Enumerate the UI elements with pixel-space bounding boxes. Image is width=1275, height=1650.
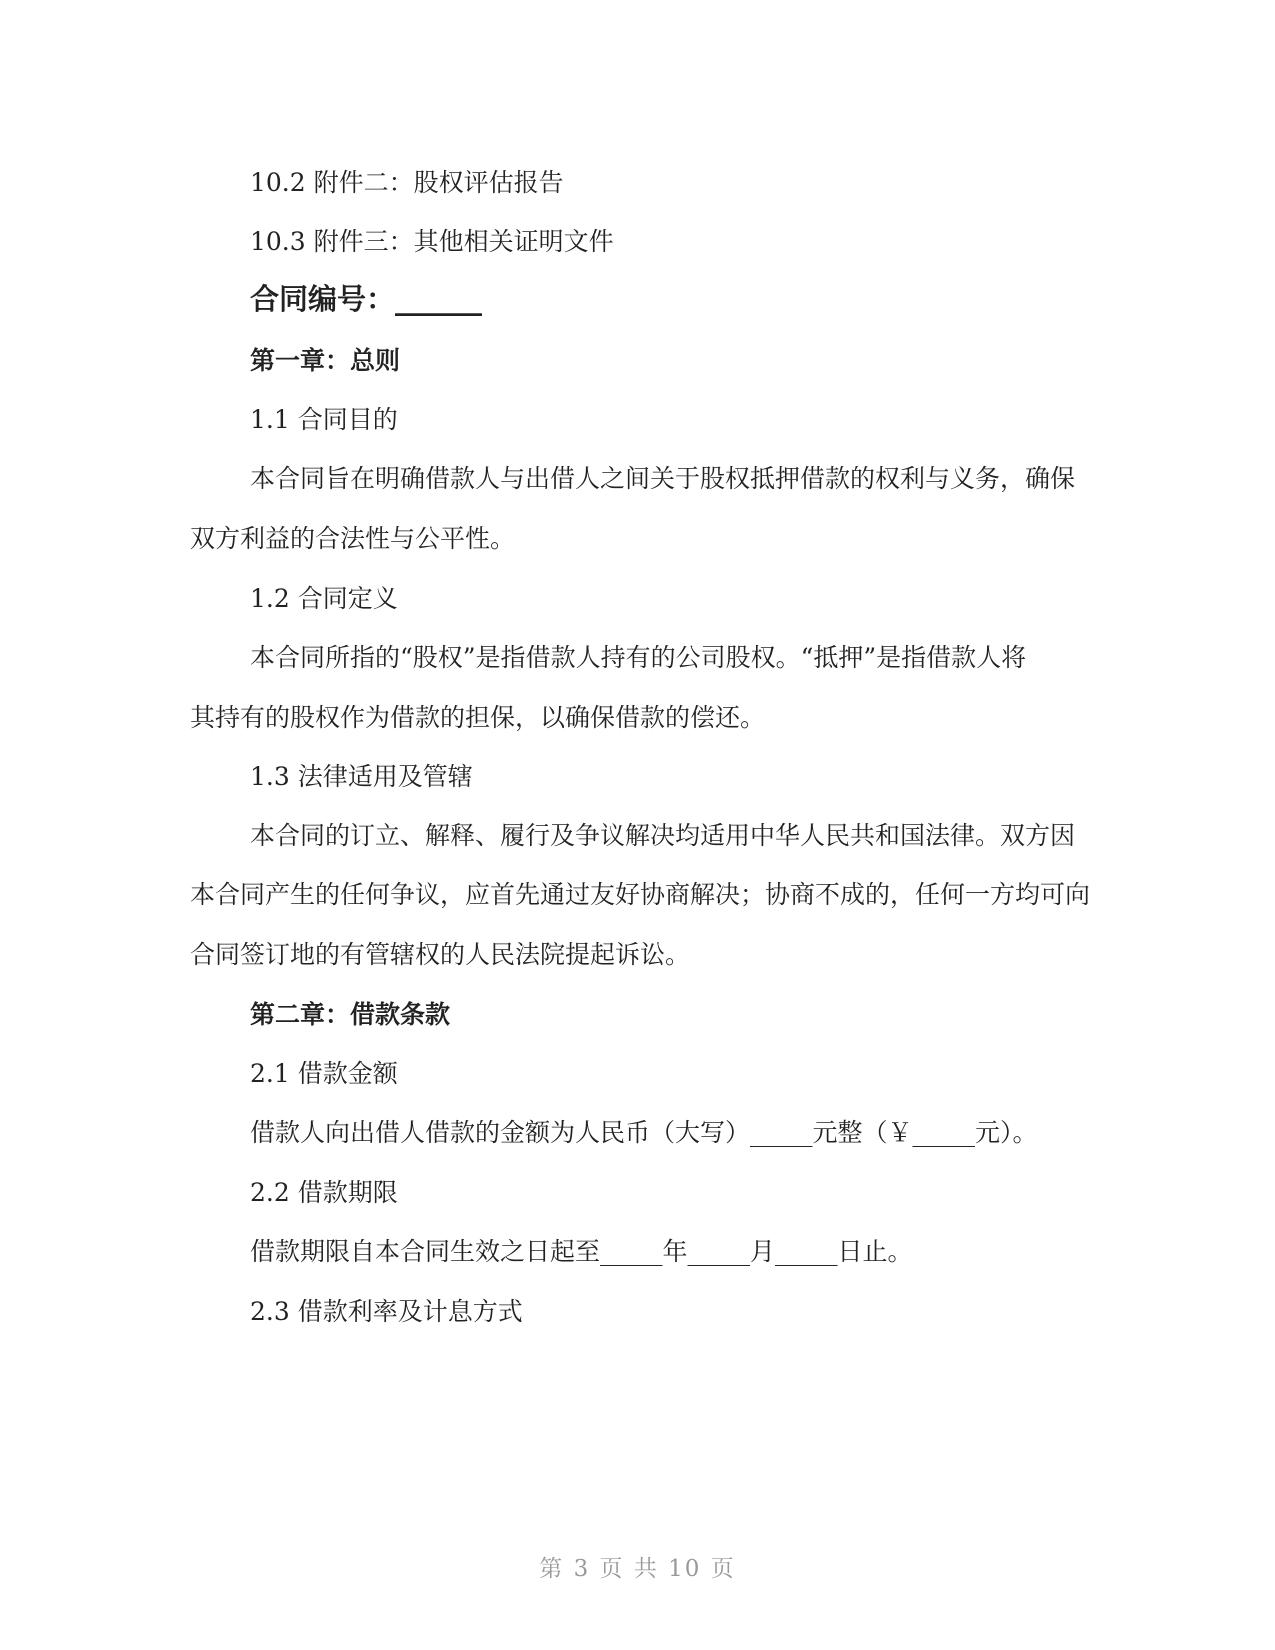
- chapter-1-heading: 第一章：总则: [250, 346, 401, 375]
- paragraph-1-3-line-3: 合同签订地的有管辖权的人民法院提起诉讼。: [190, 940, 691, 969]
- section-1-2-heading: 1.2 合同定义: [250, 584, 398, 613]
- paragraph-1-1-line-2: 双方利益的合法性与公平性。: [190, 524, 516, 553]
- paragraph-1-2-line-2: 其持有的股权作为借款的担保，以确保借款的偿还。: [190, 703, 766, 732]
- section-2-2-heading: 2.2 借款期限: [250, 1178, 398, 1207]
- paragraph-1-3-line-1: 本合同的订立、解释、履行及争议解决均适用中华人民共和国法律。双方因: [250, 821, 1076, 850]
- paragraph-1-2-line-1: 本合同所指的“股权”是指借款人持有的公司股权。“抵押”是指借款人将: [250, 643, 1027, 672]
- page-number-footer: 第 3 页 共 10 页: [539, 1556, 736, 1582]
- paragraph-1-1-line-1: 本合同旨在明确借款人与出借人之间关于股权抵押借款的权利与义务，确保: [250, 464, 1076, 493]
- paragraph-2-1: 借款人向出借人借款的金额为人民币（大写）_____元整（￥_____元）。: [250, 1118, 1038, 1147]
- paragraph-1-3-line-2: 本合同产生的任何争议，应首先通过友好协商解决；协商不成的，任何一方均可向: [190, 880, 1091, 909]
- contract-number-heading: 合同编号：______: [250, 282, 483, 316]
- paragraph-2-2: 借款期限自本合同生效之日起至_____年_____月_____日止。: [250, 1237, 913, 1266]
- section-2-1-heading: 2.1 借款金额: [250, 1059, 398, 1088]
- section-1-1-heading: 1.1 合同目的: [250, 405, 398, 434]
- clause-10-2: 10.2 附件二：股权评估报告: [250, 168, 564, 197]
- section-2-3-heading: 2.3 借款利率及计息方式: [250, 1297, 523, 1326]
- chapter-2-heading: 第二章：借款条款: [250, 1000, 451, 1029]
- clause-10-3: 10.3 附件三：其他相关证明文件: [250, 227, 614, 256]
- section-1-3-heading: 1.3 法律适用及管辖: [250, 762, 473, 791]
